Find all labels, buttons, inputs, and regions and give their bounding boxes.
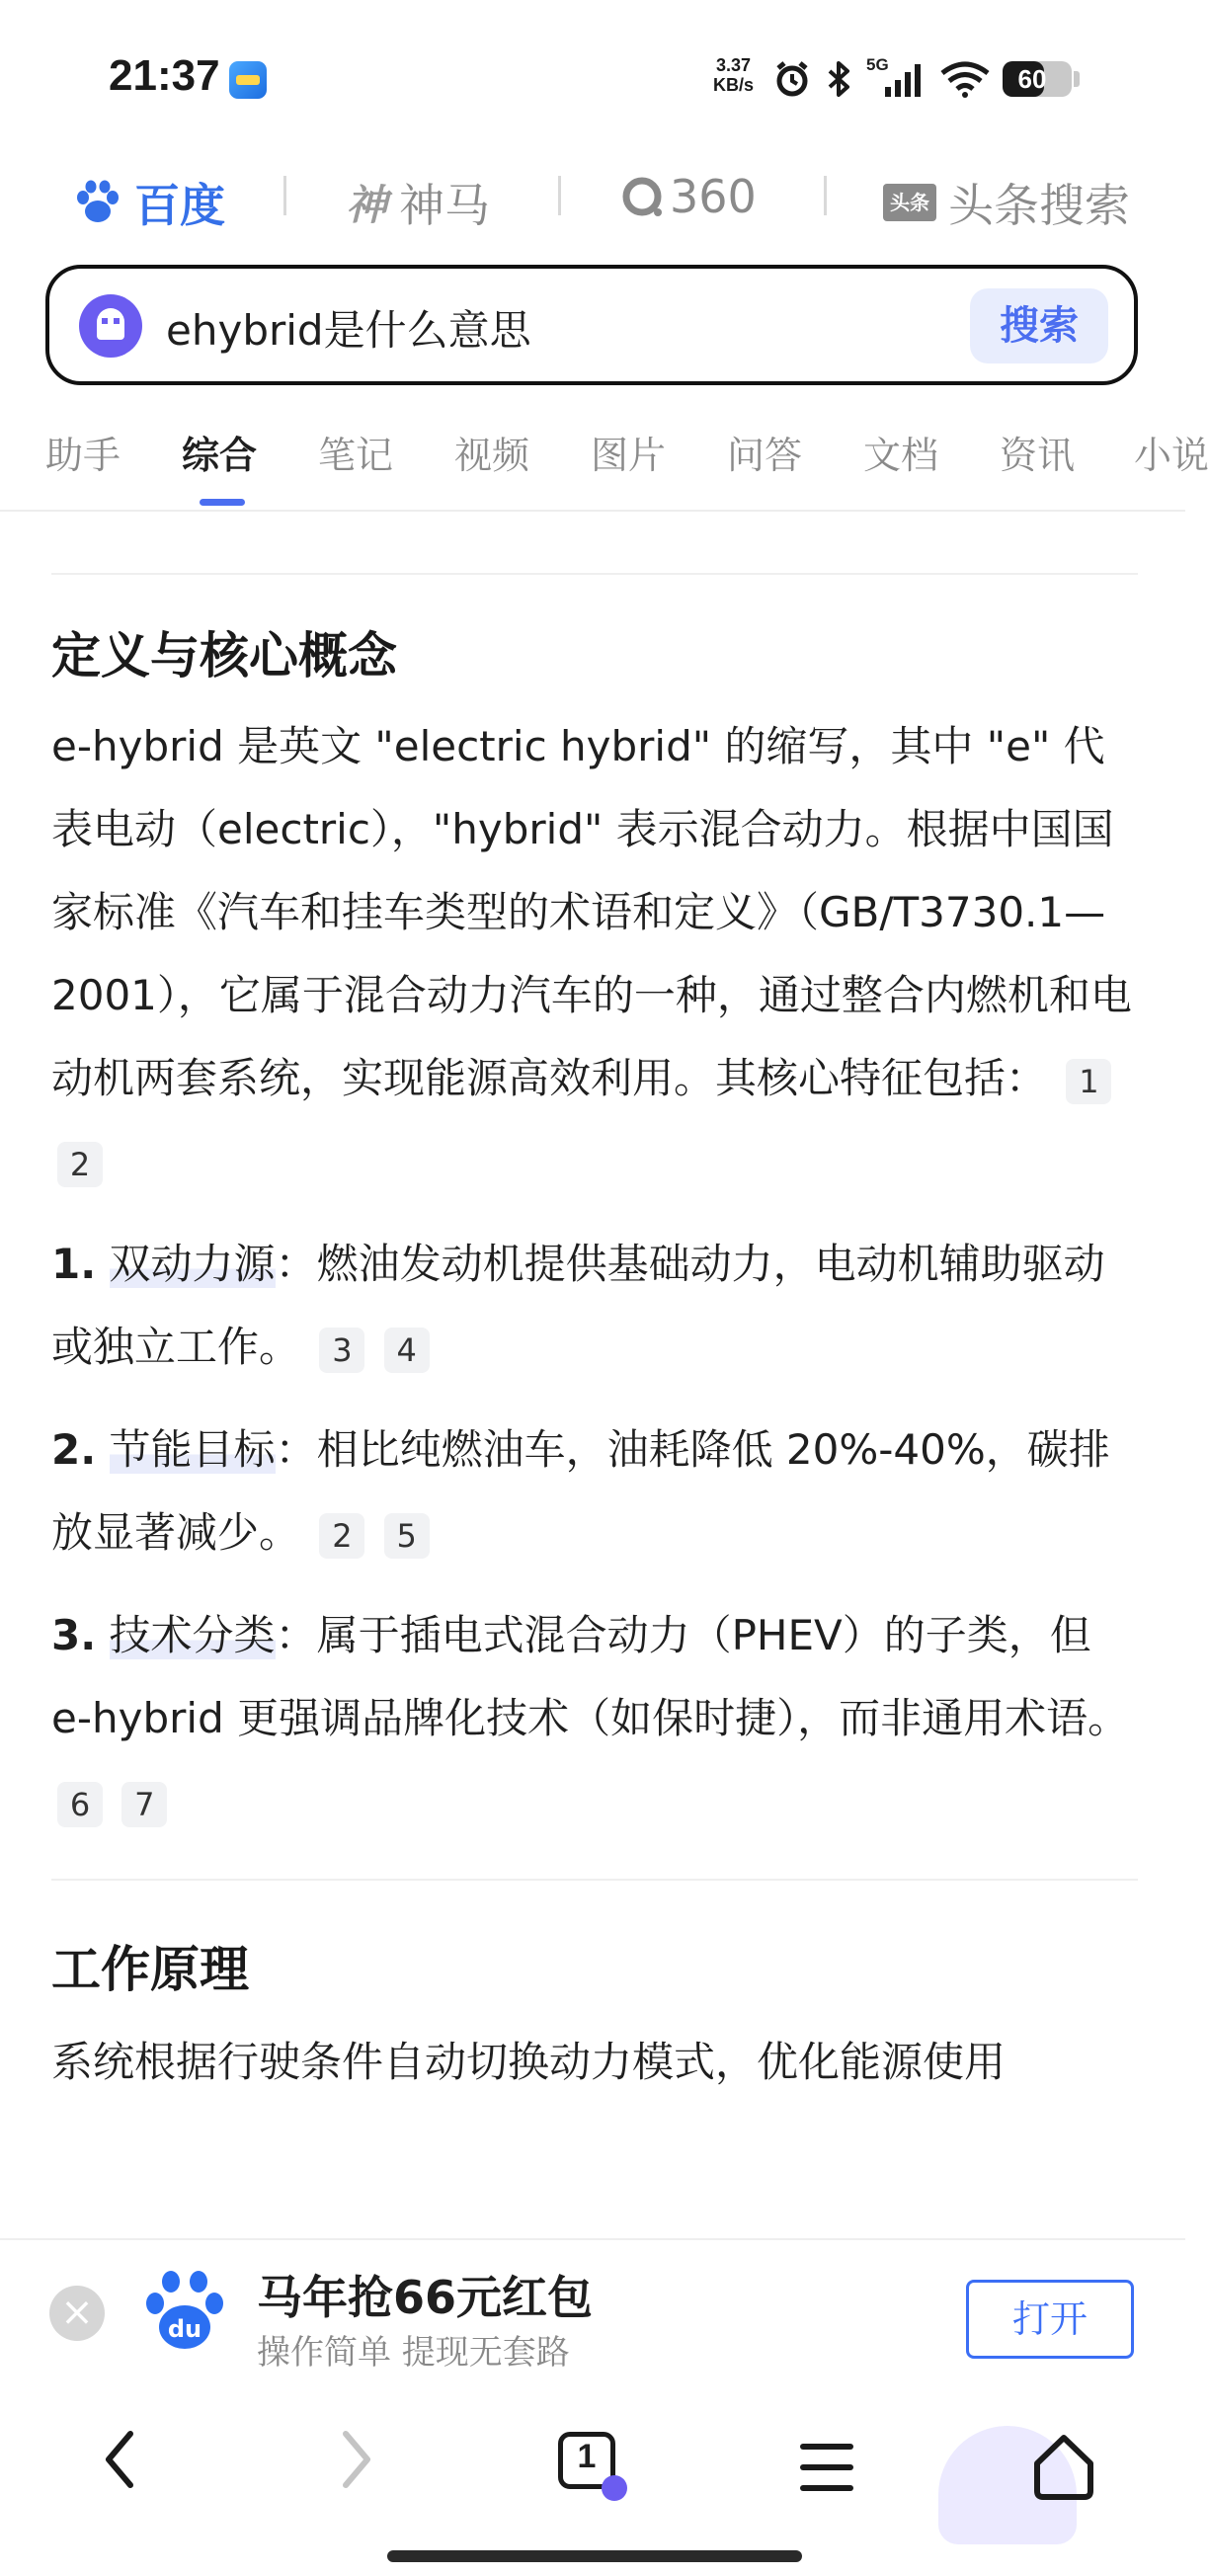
list-term[interactable]: 节能目标 — [109, 1425, 276, 1474]
search-input[interactable]: ehybrid是什么意思 — [166, 306, 531, 355]
assistant-badge-icon — [602, 2475, 627, 2501]
engine-tab-baidu[interactable] — [73, 170, 225, 235]
section-divider — [51, 1879, 1138, 1881]
gesture-bar[interactable] — [387, 2550, 802, 2562]
list-number: 3. — [51, 1611, 97, 1659]
back-icon[interactable] — [95, 2420, 144, 2499]
list-text: ：相比纯燃油车，油耗降低 20%-40%，碳排放显著减少。 — [51, 1425, 1110, 1557]
list-term[interactable]: 双动力源 — [109, 1240, 276, 1288]
section-title-definition: 定义与核心概念 — [51, 627, 397, 684]
tab-docs[interactable]: 文档 — [863, 434, 939, 477]
tab-count: 1 — [577, 2438, 597, 2475]
list-term[interactable]: 技术分类 — [109, 1611, 276, 1659]
net-speed-value: 3.37 — [715, 55, 752, 75]
engine-label-shenma: 神马 — [399, 179, 491, 232]
open-button[interactable]: 打开 — [966, 2280, 1134, 2359]
principle-paragraph: 系统根据行驶条件自动切换动力模式，优化能源使用 — [51, 2038, 1007, 2086]
tab-qa[interactable]: 问答 — [727, 434, 803, 477]
signal-icon — [881, 59, 927, 99]
home-icon[interactable] — [1027, 2430, 1100, 2503]
status-time: 21:37 — [109, 51, 220, 100]
assistant-ghost-icon[interactable] — [79, 294, 142, 358]
toutiao-icon: 头条 — [883, 184, 936, 221]
engine-switcher — [0, 158, 1185, 237]
battery-icon — [1003, 61, 1072, 97]
engine-tab-shenma[interactable] — [346, 170, 490, 235]
search-box[interactable] — [45, 265, 1138, 385]
citation-6[interactable]: 6 — [57, 1782, 103, 1827]
citation-4[interactable]: 4 — [384, 1328, 430, 1373]
list-number: 2. — [51, 1425, 97, 1474]
promo-banner[interactable] — [0, 2238, 1185, 2380]
battery-level: 60 — [1017, 64, 1047, 94]
net-speed-unit: KB/s — [713, 75, 755, 95]
forward-icon[interactable] — [332, 2420, 381, 2499]
section-divider — [51, 573, 1138, 575]
citation-7[interactable]: 7 — [121, 1782, 167, 1827]
tab-novels[interactable]: 小说 — [1134, 434, 1209, 477]
bottom-nav — [0, 2380, 1185, 2576]
citation-2b[interactable]: 2 — [319, 1513, 364, 1559]
engine-label-toutiao: 头条搜索 — [948, 179, 1130, 232]
definition-paragraph — [51, 705, 1138, 1203]
tabs-divider — [0, 510, 1185, 512]
360-icon — [620, 175, 664, 218]
shenma-icon: 神 — [346, 181, 388, 229]
tab-notes[interactable]: 笔记 — [318, 434, 394, 477]
result-content — [51, 573, 1138, 2104]
list-text: ：燃油发动机提供基础动力，电动机辅助驱动或独立工作。 — [51, 1240, 1105, 1371]
list-number: 1. — [51, 1240, 97, 1288]
wallet-icon — [229, 61, 267, 99]
tab-video[interactable]: 视频 — [454, 434, 530, 477]
banner-subtitle: 操作简单 提现无套路 — [257, 2333, 570, 2373]
list-item — [51, 1409, 1138, 1574]
tab-assistant[interactable]: 助手 — [45, 434, 121, 477]
tab-news[interactable]: 资讯 — [1000, 434, 1076, 477]
status-bar — [0, 0, 1185, 148]
alarm-icon — [772, 59, 812, 99]
citation-5[interactable]: 5 — [384, 1513, 430, 1559]
list-text: ：属于插电式混合动力（PHEV）的子类，但 e-hybrid 更强调品牌化技术（如保时捷），而非通用术语。 — [51, 1611, 1130, 1742]
citation-1[interactable]: 1 — [1066, 1059, 1111, 1104]
list-item — [51, 1223, 1138, 1389]
bluetooth-icon — [824, 59, 855, 99]
baidu-paw-icon — [73, 178, 122, 227]
list-item — [51, 1594, 1138, 1843]
section-title-principle: 工作原理 — [51, 1941, 249, 1998]
citation-2[interactable]: 2 — [57, 1142, 103, 1187]
tab-all[interactable]: 综合 — [182, 434, 258, 477]
search-button[interactable]: 搜索 — [970, 288, 1108, 363]
net-speed — [713, 55, 754, 95]
wifi-icon — [938, 59, 992, 99]
engine-tab-360[interactable] — [620, 170, 757, 223]
menu-icon[interactable] — [796, 2438, 857, 2497]
baidu-du-logo — [143, 2268, 226, 2355]
engine-tab-toutiao[interactable] — [883, 170, 1130, 235]
tab-images[interactable]: 图片 — [591, 434, 667, 477]
close-icon[interactable]: × — [49, 2286, 105, 2341]
engine-label-360: 360 — [670, 170, 757, 223]
definition-text: e-hybrid 是英文 "electric hybrid" 的缩写，其中 "e" 代表电动（electric），"hybrid" 表示混合动力。根据中国国家标准《汽车和挂车类型的术语和定义》（GB/T3730.1—2001），它属于混合动力汽车的一种，通过整合内燃机和电动机两套系统，实现能源高效利用。其核心特征包括： — [51, 722, 1132, 1102]
network-type: 5G — [866, 55, 889, 74]
citation-3[interactable]: 3 — [319, 1328, 364, 1373]
category-tabs — [0, 425, 1209, 514]
svg-text:du: du — [167, 2315, 202, 2343]
tabs-icon[interactable] — [558, 2432, 621, 2495]
banner-title: 马年抢66元红包 — [257, 2271, 594, 2324]
active-tab-indicator — [200, 499, 245, 506]
engine-label-baidu: 百度 — [134, 179, 225, 232]
